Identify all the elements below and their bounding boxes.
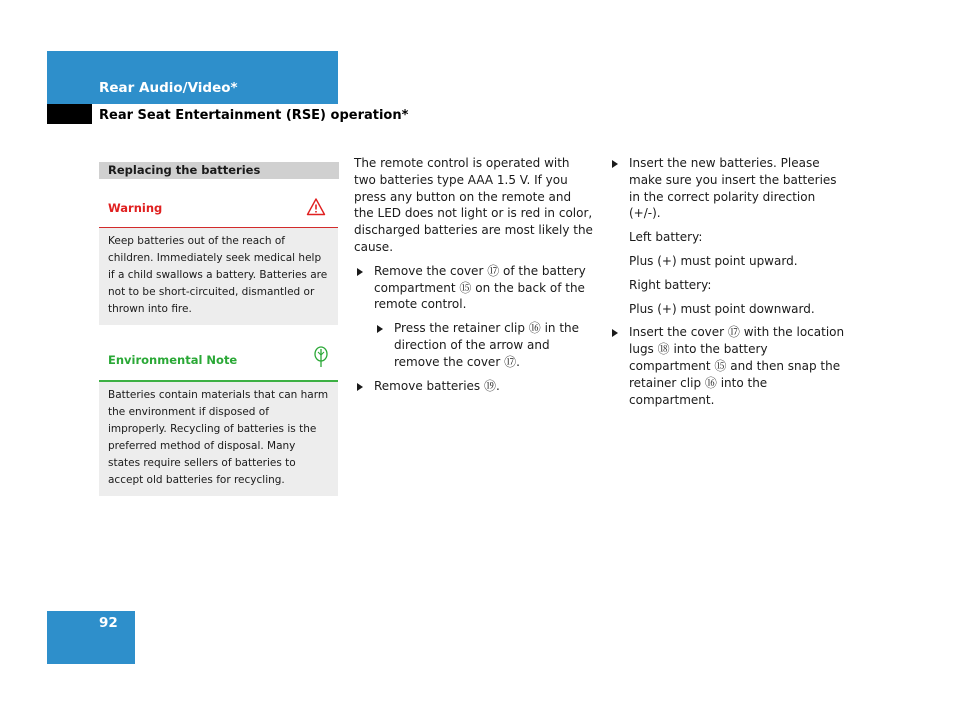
section-tab-marker: [47, 104, 92, 124]
right-column: [609, 155, 849, 408]
step-text: Insert the cover ⑰ with the location lugs ⑱ into the battery compartment ⑮ and then snap the retainer clip ⑯ into the compartment.: [629, 325, 845, 407]
section-heading-bar: [99, 162, 339, 179]
bullet-arrow-icon: [612, 160, 618, 168]
step-text: Press the retainer clip ⑯ in the direction of the arrow and remove the cover ⑰.: [394, 321, 580, 369]
environmental-note-header: [99, 341, 338, 382]
page-number: 92: [99, 615, 118, 631]
step-text: Insert the new batteries. Please make sure you insert the batteries in the correct polarity direction (+/-).: [629, 156, 837, 221]
environmental-note-box: [99, 341, 338, 496]
step-insert-batteries: [609, 155, 849, 222]
middle-column: [354, 155, 594, 394]
step-insert-cover: [609, 324, 849, 408]
intro-paragraph: The remote control is operated with two batteries type AAA 1.5 V. If you press any button on the remote and the LED does not light or is red in color, discharged batteries are most likely the cause.: [354, 156, 593, 254]
warning-box: [99, 188, 338, 325]
chapter-title: Rear Audio/Video*: [99, 80, 238, 96]
substep-press-retainer-clip: [374, 320, 594, 370]
bullet-arrow-icon: [357, 383, 363, 391]
left-battery-text: Plus (+) must point upward.: [629, 253, 798, 268]
environmental-note-label: Environmental Note: [108, 353, 238, 367]
warning-label: Warning: [108, 201, 163, 215]
environmental-leaf-icon: [313, 346, 329, 372]
right-battery-label: Right battery:: [629, 277, 712, 292]
right-battery-text: Plus (+) must point downward.: [629, 301, 815, 316]
step-text: Remove batteries ⑲.: [374, 378, 500, 393]
warning-header: [99, 188, 338, 228]
step-remove-cover: [354, 263, 594, 313]
page-number-box: [47, 611, 135, 664]
bullet-arrow-icon: [357, 268, 363, 276]
step-remove-batteries: [354, 378, 594, 395]
left-battery-label: Left battery:: [629, 230, 703, 245]
bullet-arrow-icon: [612, 329, 618, 337]
section-subtitle: Rear Seat Entertainment (RSE) operation*: [99, 108, 409, 123]
environmental-note-text: Batteries contain materials that can harm the environment if disposed of improperly. Recycling of batteries is the preferred method of disposal. Many states require sellers of batteries to accept old batteries for recycling.: [108, 389, 329, 486]
bullet-arrow-icon: [377, 325, 383, 333]
header-band: [47, 51, 338, 104]
step-text: Remove the cover ⑰ of the battery compartment ⑮ on the back of the remote control.: [374, 263, 586, 312]
warning-triangle-icon: [306, 197, 326, 221]
section-heading: Replacing the batteries: [108, 163, 261, 177]
warning-text: Keep batteries out of the reach of children. Immediately seek medical help if a child swallows a battery. Batteries are not to be short-circuited, dismantled or thrown into fire.: [108, 235, 328, 315]
